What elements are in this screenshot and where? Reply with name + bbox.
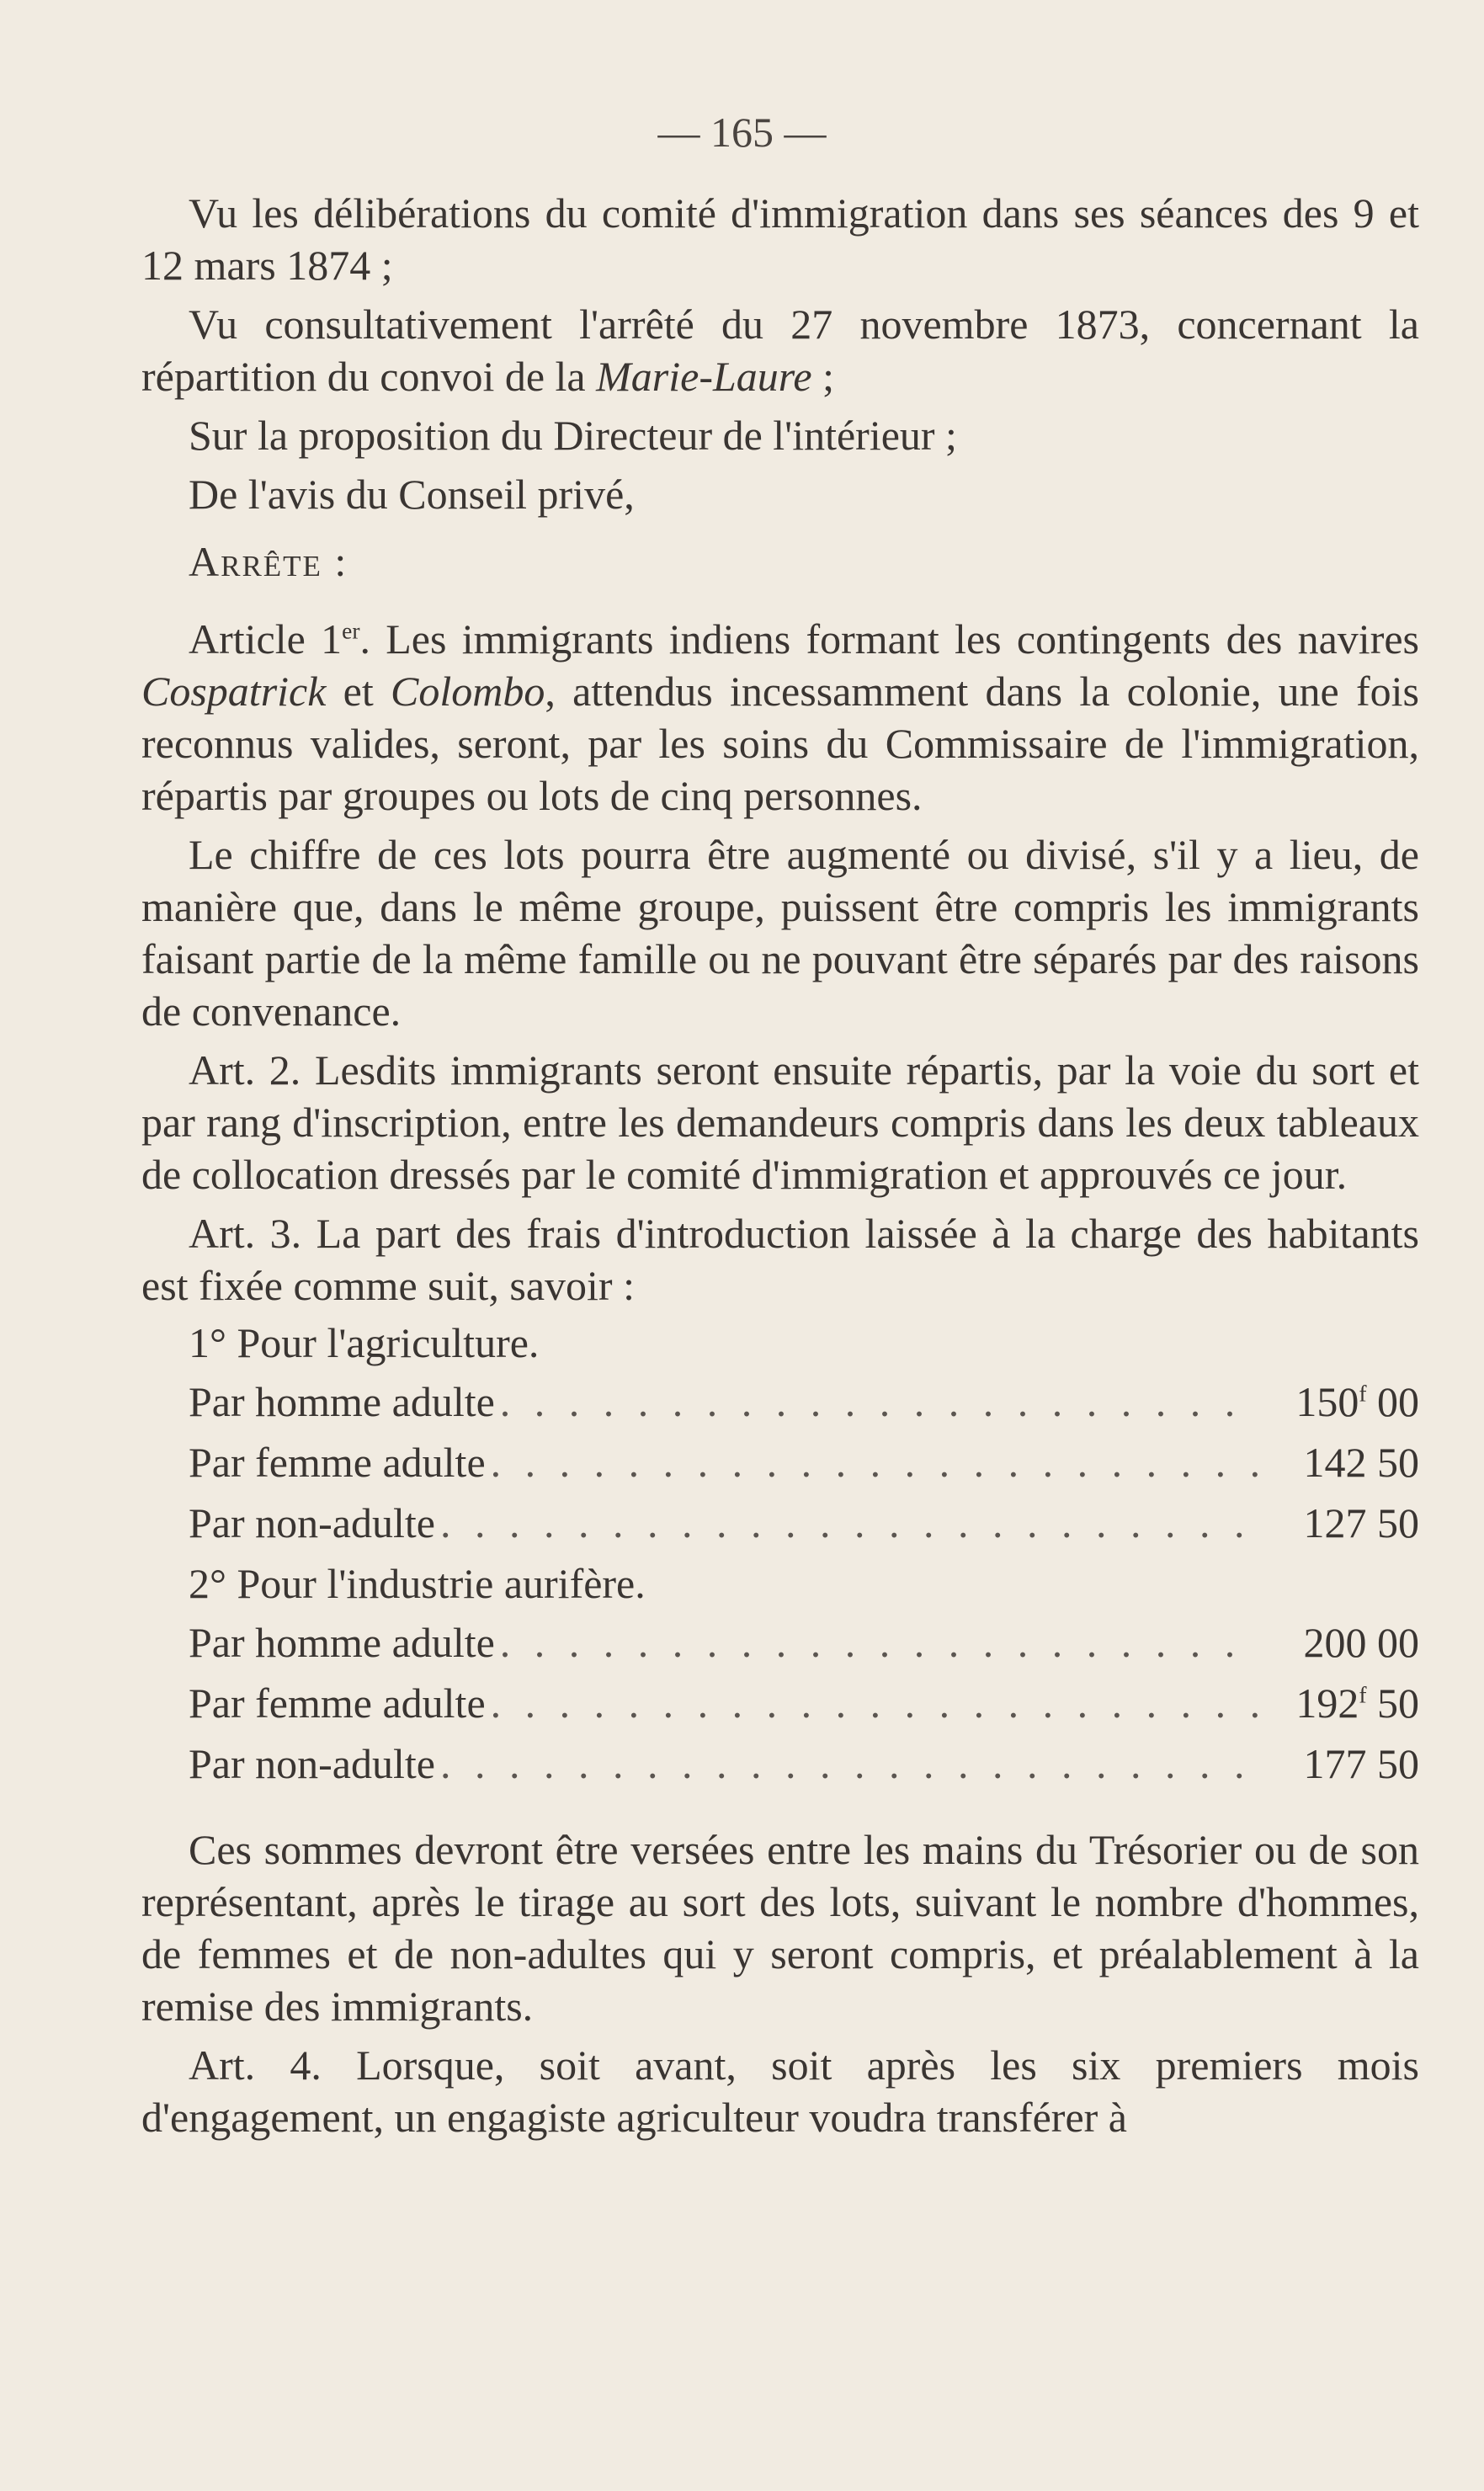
tariff-amount: 177 50 <box>1303 1740 1419 1787</box>
body-text <box>141 187 1419 2143</box>
tariff-amount: 142 50 <box>1303 1439 1419 1486</box>
preamble-avis: De l'avis du Conseil privé, <box>189 471 635 518</box>
tariff-row: Par non-adulte . . . 127 50 <box>141 1497 1419 1557</box>
tariff-row: Par femme adulte . . . 142 50 <box>141 1436 1419 1497</box>
article-4: Art. 4. Lorsque, soit avant, soit après les six premiers mois d'engagement, un engagiste agriculteur voudra transférer à <box>141 2041 1419 2141</box>
tariff-amount: 192$^f$ 50 <box>1295 1679 1419 1727</box>
tariff-amount: 200 00 <box>1303 1619 1419 1666</box>
ship-name-marie-laure: Marie-Laure <box>596 353 812 400</box>
preamble-deliberations: Vu les délibérations du comité d'immigration dans ses séances des 9 et 12 mars 1874 ; <box>141 189 1419 289</box>
arrete-heading: Arrête : <box>189 538 348 585</box>
article-1: Article 1er. Les immigrants indiens formant les contingents des navires Cospatrick et Colombo, attendus incessamment dans la colonie, une fois reconnus valides, seront, par les soins du Commissaire de l'immigration, répartis par groupes ou lots de cinq personnes. <box>141 615 1419 819</box>
tariff-heading-agriculture: 1° Pour l'agriculture. <box>189 1319 540 1366</box>
tariff-amount: 150$^f$ 00 <box>1295 1378 1419 1425</box>
page-number: — 165 — <box>657 109 827 156</box>
closing-paragraph: Ces sommes devront être versées entre les mains du Trésorier ou de son représentant, après le tirage au sort des lots, suivant le nombre d'hommes, de femmes et de non-adultes qui y seront compris, et préalablement à la remise des immigrants. <box>141 1826 1419 2030</box>
article-1-paragraph-2: Le chiffre de ces lots pourra être augmenté ou divisé, s'il y a lieu, de manière que, dans le même groupe, puissent être compris les immigrants faisant partie de la même famille ou ne pouvant être séparés par des raisons de convenance. <box>141 831 1419 1035</box>
tariff-amount: 127 50 <box>1303 1499 1419 1546</box>
preamble-arrete: Vu consultativement l'arrêté du 27 novembre 1873, concernant la répartition du convoi de la Marie-Laure ; <box>141 301 1419 400</box>
tariff-row: Par femme adulte . . . 192$^f$ 50 <box>141 1677 1419 1738</box>
article-3: Art. 3. La part des frais d'introduction laissée à la charge des habitants est fixée comme suit, savoir : <box>141 1210 1419 1309</box>
article-2: Art. 2. Lesdits immigrants seront ensuite répartis, par la voie du sort et par rang d'inscription, entre les demandeurs compris dans les deux tableaux de collocation dressés par le comité d'immigration et approuvés ce jour. <box>141 1046 1419 1198</box>
tariff-heading-industrie: 2° Pour l'industrie aurifère. <box>189 1560 646 1607</box>
tariff-row: Par non-adulte . . . 177 50 <box>141 1738 1419 1798</box>
tariff-table <box>141 1317 1419 1798</box>
tariff-row: Par homme adulte . . . 150$^f$ 00 <box>141 1376 1419 1436</box>
preamble-proposition: Sur la proposition du Directeur de l'intérieur ; <box>189 412 957 459</box>
tariff-row: Par homme adulte . . . 200 00 <box>141 1616 1419 1677</box>
